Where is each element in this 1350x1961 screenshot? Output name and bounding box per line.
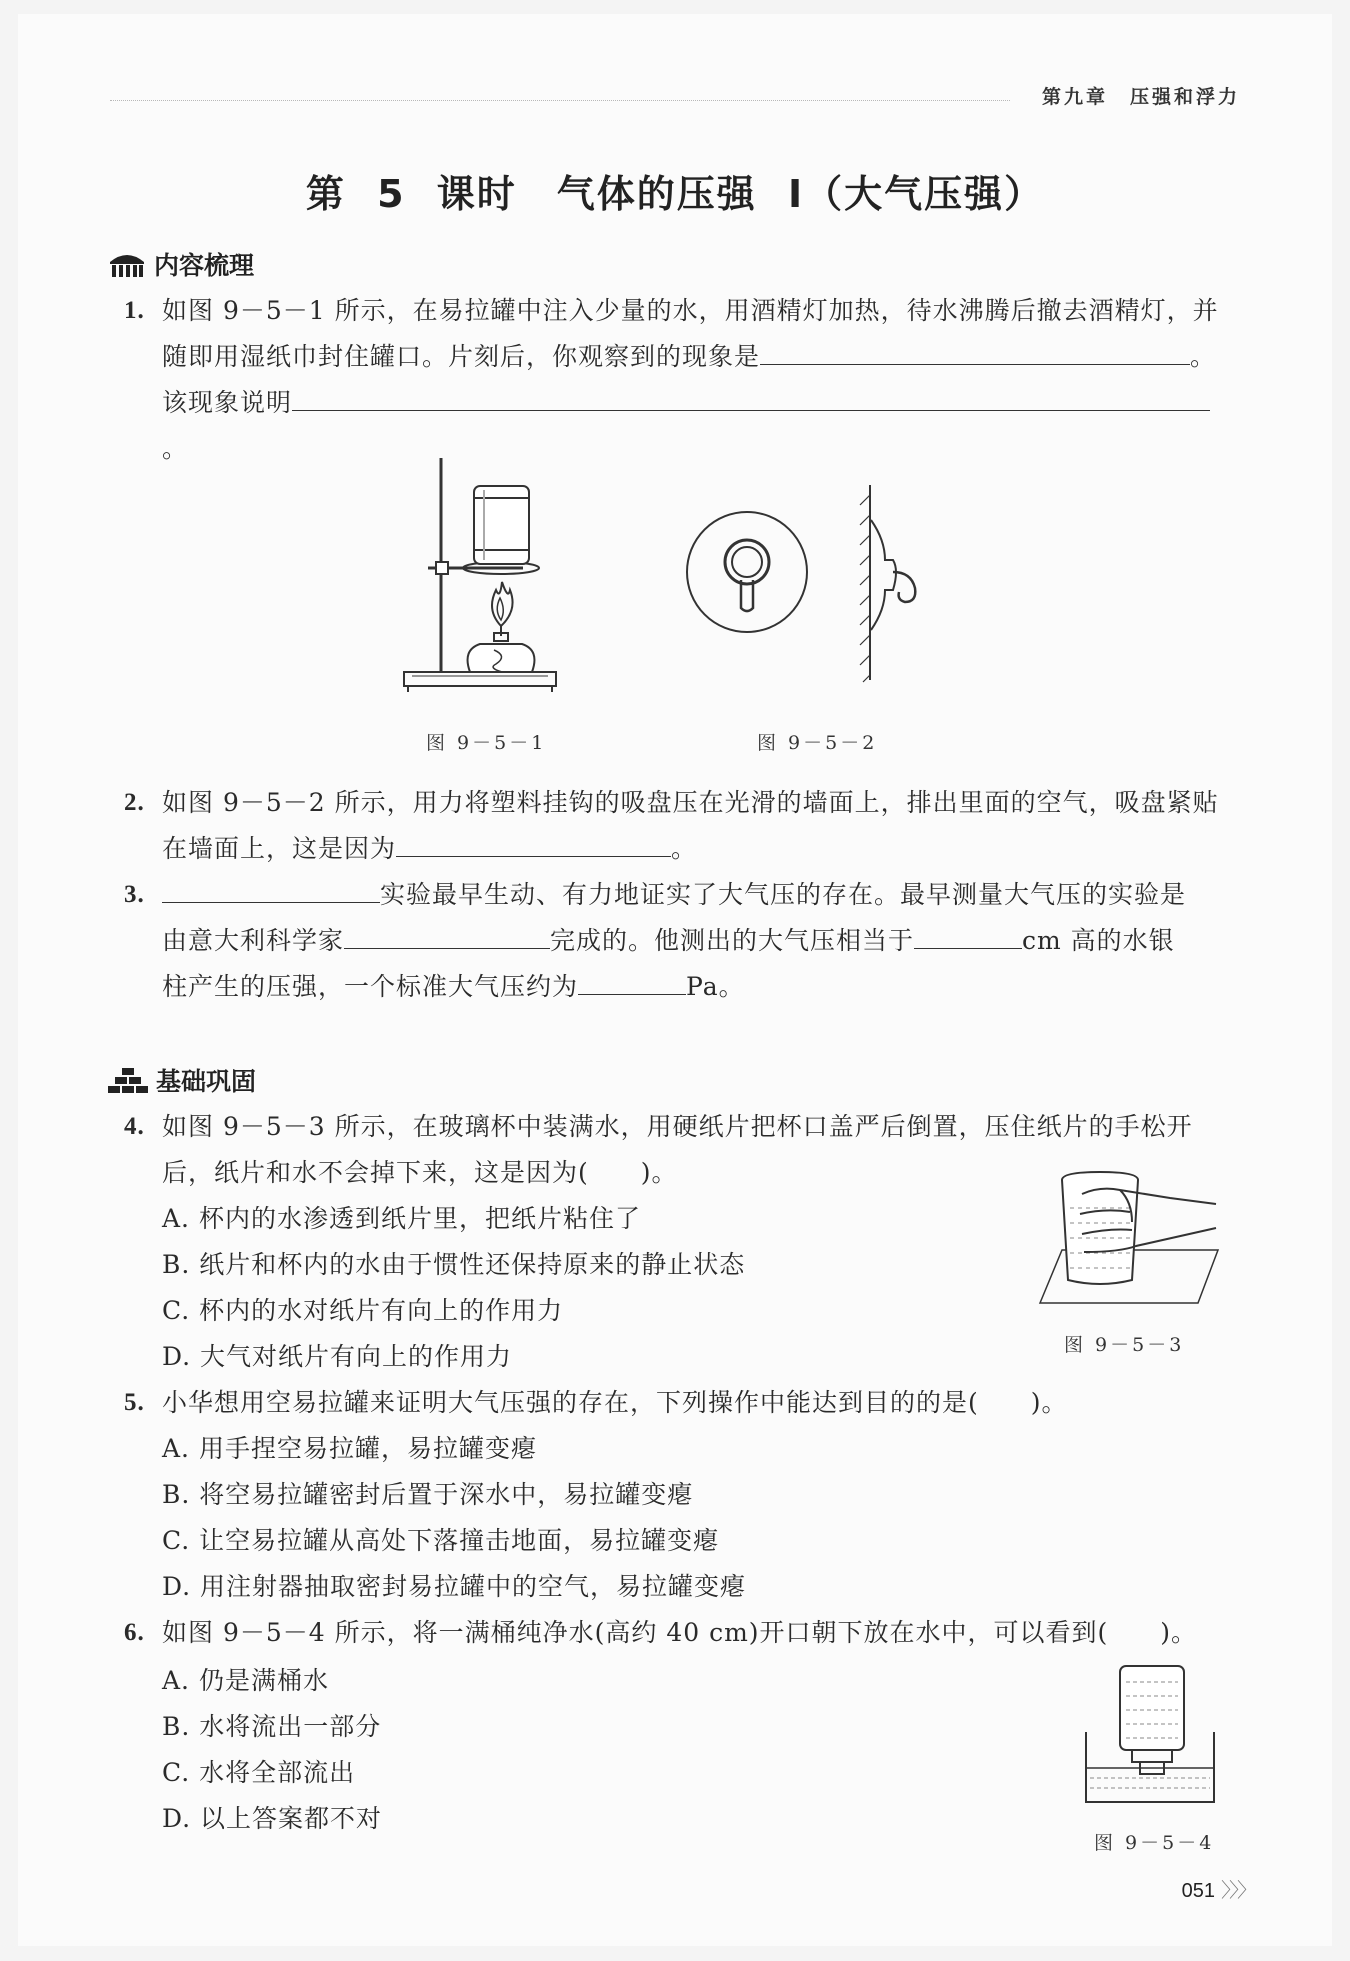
question-2 <box>124 780 1234 872</box>
option-c[interactable]: C. 让空易拉罐从高处下落撞击地面，易拉罐变瘪 <box>162 1526 720 1555</box>
question-1 <box>124 288 1234 472</box>
option-b[interactable]: B. 将空易拉罐密封后置于深水中，易拉罐变瘪 <box>162 1480 694 1509</box>
answer-blank[interactable] <box>578 968 686 995</box>
option-c[interactable]: C. 水将全部流出 <box>162 1758 356 1787</box>
section-basics-label: 基础巩固 <box>156 1067 257 1096</box>
question-5 <box>124 1380 1234 1426</box>
figure-caption: 图 9－5－2 <box>757 732 878 754</box>
answer-blank[interactable] <box>396 830 671 857</box>
q3-line1-text: 实验最早生动、有力地证实了大气压的存在。最早测量大气压的实验是 <box>380 880 1187 909</box>
section-review-label: 内容梳理 <box>154 251 255 280</box>
option-d[interactable]: D. 用注射器抽取密封易拉罐中的空气，易拉罐变瘪 <box>162 1572 747 1601</box>
figure-9-5-3 <box>1020 1168 1220 1313</box>
option-b[interactable]: B. 水将流出一部分 <box>162 1712 382 1741</box>
section-basics <box>108 1062 256 1098</box>
figure-9-5-4 <box>1080 1662 1220 1812</box>
answer-blank[interactable] <box>292 384 1210 411</box>
page-number-value: 051 <box>1181 1880 1215 1902</box>
bricks-icon <box>108 1067 148 1093</box>
section-review <box>108 246 254 282</box>
option-b[interactable]: B. 纸片和杯内的水由于惯性还保持原来的静止状态 <box>162 1250 746 1279</box>
question-number: 4. <box>124 1113 145 1140</box>
next-arrows-icon: 〉〉〉 <box>1221 1880 1255 1902</box>
q1-line3-text: 该现象说明 <box>162 388 293 417</box>
question-number: 1. <box>124 297 145 324</box>
figure-9-5-2 <box>685 480 935 690</box>
page-title: 第 5 课时 气体的压强 Ⅰ（大气压强） <box>305 172 1045 216</box>
q3-line3-b: Pa。 <box>686 972 745 1001</box>
answer-blank[interactable] <box>344 922 550 949</box>
question-6 <box>124 1610 1234 1656</box>
q3-line2-a: 由意大利科学家 <box>162 926 345 955</box>
q2-line2-text: 在墙面上，这是因为 <box>162 834 397 863</box>
figure-9-5-1 <box>398 450 568 695</box>
q2-line2-end: 。 <box>671 834 698 863</box>
option-d[interactable]: D. 以上答案都不对 <box>162 1804 383 1833</box>
question-number: 3. <box>124 881 145 908</box>
q3-line1 <box>162 872 1234 918</box>
pillars-icon <box>108 250 146 278</box>
question-number: 2. <box>124 789 145 816</box>
q3-line2 <box>162 918 1234 964</box>
q6-line1: 如图 9－5－4 所示，将一满桶纯净水(高约 40 cm)开口朝下放在水中，可以看到( )。 <box>162 1618 1198 1647</box>
option-a[interactable]: A. 用手捏空易拉罐，易拉罐变瘪 <box>162 1434 537 1463</box>
q3-line2-c: cm 高的水银 <box>1022 926 1175 955</box>
q1-line3 <box>162 380 1234 472</box>
q3-line3-a: 柱产生的压强，一个标准大气压约为 <box>162 972 579 1001</box>
option-c[interactable]: C. 杯内的水对纸片有向上的作用力 <box>162 1296 564 1325</box>
q1-line2-end: 。 <box>1190 342 1217 371</box>
option-a[interactable]: A. 仍是满桶水 <box>162 1666 329 1695</box>
q4-line2: 后，纸片和水不会掉下来，这是因为( )。 <box>162 1158 678 1187</box>
answer-blank[interactable] <box>914 922 1022 949</box>
q3-line2-b: 完成的。他测出的大气压相当于 <box>550 926 915 955</box>
figure-caption: 图 9－5－4 <box>1094 1832 1215 1854</box>
q1-line2 <box>162 334 1234 380</box>
q4-line1: 如图 9－5－3 所示，在玻璃杯中装满水，用硬纸片把杯口盖严后倒置，压住纸片的手松开 <box>162 1112 1193 1141</box>
option-d[interactable]: D. 大气对纸片有向上的作用力 <box>162 1342 513 1371</box>
question-number: 5. <box>124 1389 145 1416</box>
q1-line3-end: 。 <box>162 434 189 463</box>
question-3 <box>124 872 1234 1010</box>
q1-line2-text: 随即用湿纸巾封住罐口。片刻后，你观察到的现象是 <box>162 342 761 371</box>
figure-caption: 图 9－5－3 <box>1064 1334 1185 1356</box>
option-a[interactable]: A. 杯内的水渗透到纸片里，把纸片粘住了 <box>162 1204 641 1233</box>
question-number: 6. <box>124 1619 145 1646</box>
answer-blank[interactable] <box>162 876 380 903</box>
q1-line1: 如图 9－5－1 所示，在易拉罐中注入少量的水，用酒精灯加热，待水沸腾后撤去酒精灯，并 <box>162 296 1219 325</box>
chapter-header: 第九章 压强和浮力 <box>1041 86 1240 108</box>
q3-line3 <box>162 964 1234 1010</box>
header-rule <box>110 100 1010 101</box>
q5-line1: 小华想用空易拉罐来证明大气压强的存在，下列操作中能达到目的的是( )。 <box>162 1388 1068 1417</box>
figure-caption: 图 9－5－1 <box>426 732 547 754</box>
q2-line2 <box>162 826 1234 872</box>
q2-line1: 如图 9－5－2 所示，用力将塑料挂钩的吸盘压在光滑的墙面上，排出里面的空气，吸盘紧贴 <box>162 788 1219 817</box>
answer-blank[interactable] <box>760 338 1190 365</box>
page-number <box>1182 1874 1255 1903</box>
